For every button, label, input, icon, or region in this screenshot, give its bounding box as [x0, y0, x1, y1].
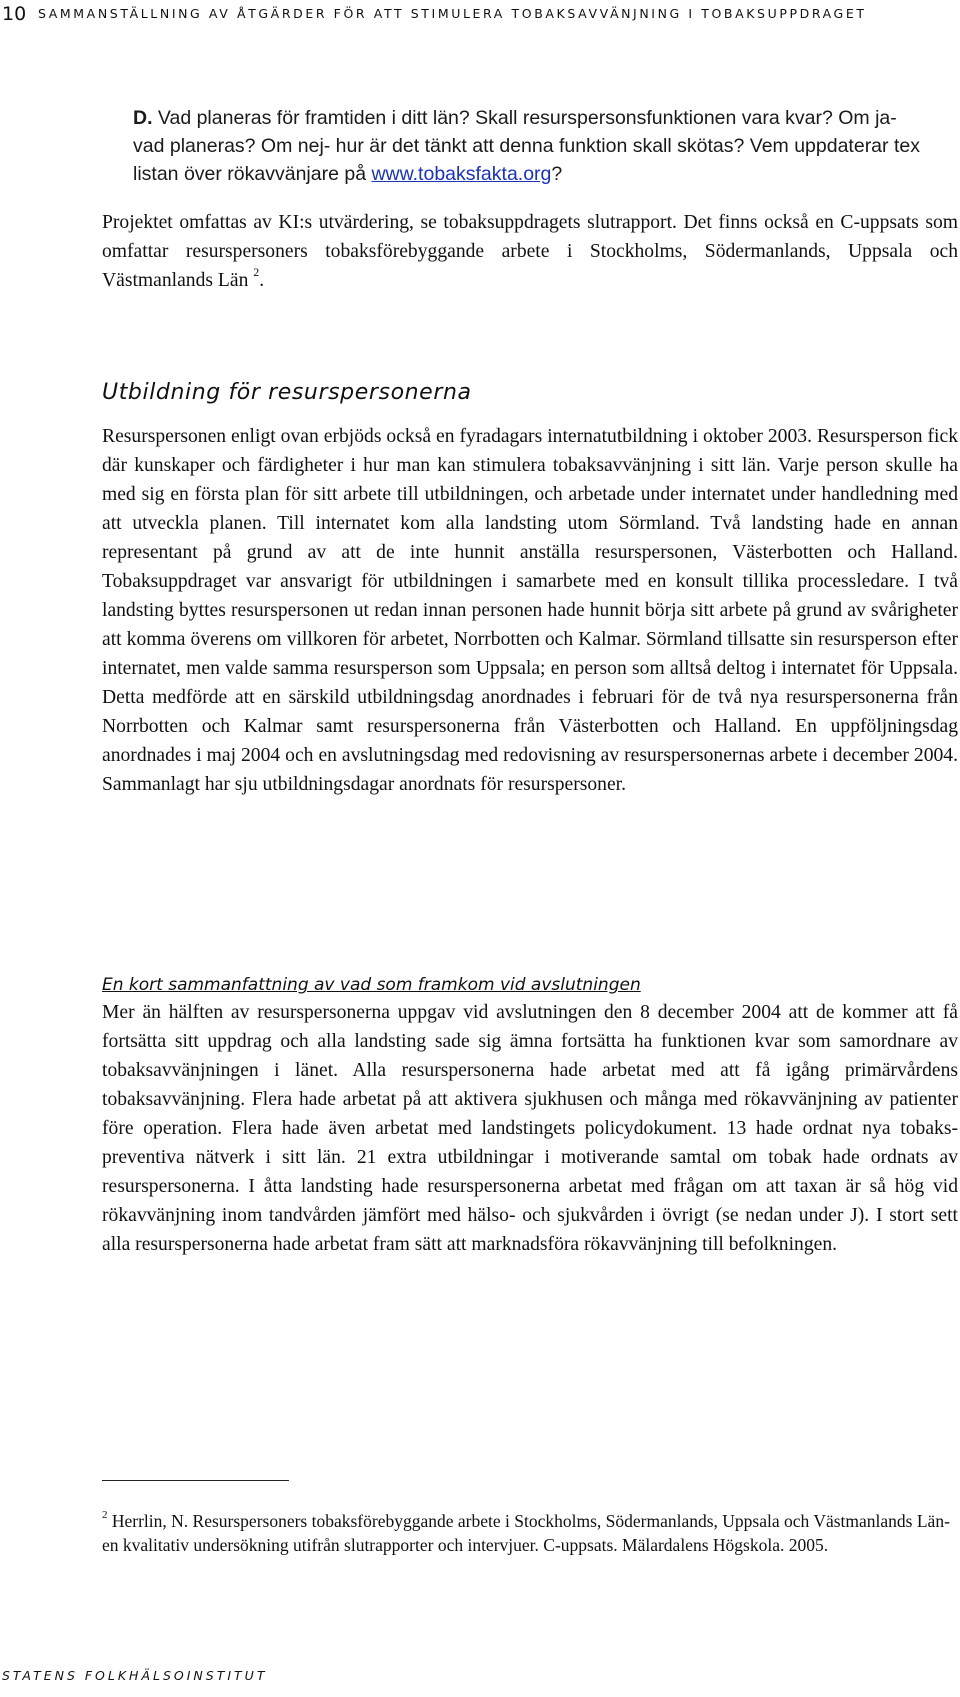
answer-end: . — [259, 270, 265, 291]
summary-paragraph: Mer än hälften av resurspersonerna uppgav vid avslutningen den 8 december 2004 att de kommer att få fortsätta sitt uppdrag och alla landsting sade sig ämna fortsätta ha funktionen kvar som samordnare av tobaksavvänjningen i länet. Alla resurspersonerna hade arbetat med att få igång primärvårdens tobaksavvänjning. Flera hade arbetat på att aktivera sjukhusen och många med rökavvänjning av patienter före operation. Flera hade även arbetat med landstingets policydokument. 13 hade ordnat nya tobakspreventiva nätverk i sitt län. 21 extra utbildningar i motiverande samtal om tobak hade ordnats av resurspersonerna. I åtta landsting hade resurspersonerna arbetat med frågan om att taxan är så hög vid rökavvänjning inom tandvården jämfört med hälso- och sjukvården i övrigt (se nedan under J). I stort sett alla resurspersonerna hade arbetat fram sätt att marknadsföra rökavvänjning till befolkningen. — [102, 1002, 958, 1255]
page-number: 10 — [2, 3, 27, 25]
footnote-number: 2 — [102, 1509, 108, 1522]
section-heading: Utbildning för resurspersonerna — [102, 380, 472, 405]
footnote-text: Herrlin, N. Resurspersoners tobaksförebyggande arbete i Stockholms, Södermanlands, Uppsala och Västmanlands Län- en kvalitativ undersökning utifrån slutrapporter och intervjuer. C-uppsats. Mälardalens Högskola. 2005. — [102, 1511, 950, 1555]
footnote-divider — [102, 1480, 289, 1481]
question-text: Vad planeras för framtiden i ditt län? Skall resurspersonsfunktionen vara kvar? Om ja- vad planeras? Om nej- hur är det tänkt att denna funktion skall skötas? Vem uppdaterar tex listan över rökavvänjare på — [133, 107, 920, 185]
running-title: SAMMANSTÄLLNING AV ÅTGÄRDER FÖR ATT STIMULERA TOBAKSAVVÄNJNING I TOBAKSUPPDRAGET — [38, 6, 867, 21]
answer-paragraph — [102, 208, 958, 295]
summary-subheading: En kort sammanfattning av vad som framkom vid avslutningen — [102, 975, 641, 995]
footnote — [102, 1509, 952, 1557]
page-footer: STATENS FOLKHÄLSOINSTITUT — [2, 1668, 268, 1683]
training-paragraph: Resurspersonen enligt ovan erbjöds också en fyradagars internatutbildning i oktober 2003. Resursperson fick där kunskaper och färdigheter i hur man kan stimulera tobaksavvänjning i sitt län. Varje person skulle ha med sig en första plan för sitt arbete till utbildningen, och arbetade under internatet under handledning med att utveckla planen. Till internatet kom alla landsting utom Sörmland. Två landsting hade en annan representant på grund av att de inte hunnit anställa resurspersonen, Västerbotten och Halland. Tobaksuppdraget var ansvarigt för utbildningen i samarbete med en konsult tillika processledare. I två landsting byttes resurspersonen ut redan innan personen hade hunnit börja sitt arbete på grund av svårigheter att komma överens om villkoren för arbetet, Norrbotten och Kalmar. Sörmland tillsatte sin resursperson efter internatet, men valde samma resursperson som Uppsala; en person som alltså deltog i internatet för Uppsala. Detta medförde att en särskild utbildningsdag anordnades i februari för de två nya resurspersonerna från Norrbotten och Kalmar samt resurspersonerna från Västerbotten och Halland. En uppföljningsdag anordnades i maj 2004 och en avslutningsdag med redovisning av resurspersonernas arbete i december 2004. Sammanlagt har sju utbildningsdagar anordnats för resurspersoner. — [102, 426, 958, 795]
question-end: ? — [551, 163, 563, 185]
tobaksfakta-link[interactable]: www.tobaksfakta.org — [371, 163, 552, 185]
question-label: D. — [133, 107, 153, 129]
question-block — [133, 104, 933, 188]
answer-text: Projektet omfattas av KI:s utvärdering, se tobaksuppdragets slutrapport. Det finns också en C-uppsats som omfattar resurspersoners tobaksförebyggande arbete i Stockholms, Södermanlands, Uppsala och Västmanlands Län — [102, 212, 958, 291]
page-header — [0, 0, 960, 30]
footnote-reference[interactable]: 2 — [253, 265, 260, 280]
